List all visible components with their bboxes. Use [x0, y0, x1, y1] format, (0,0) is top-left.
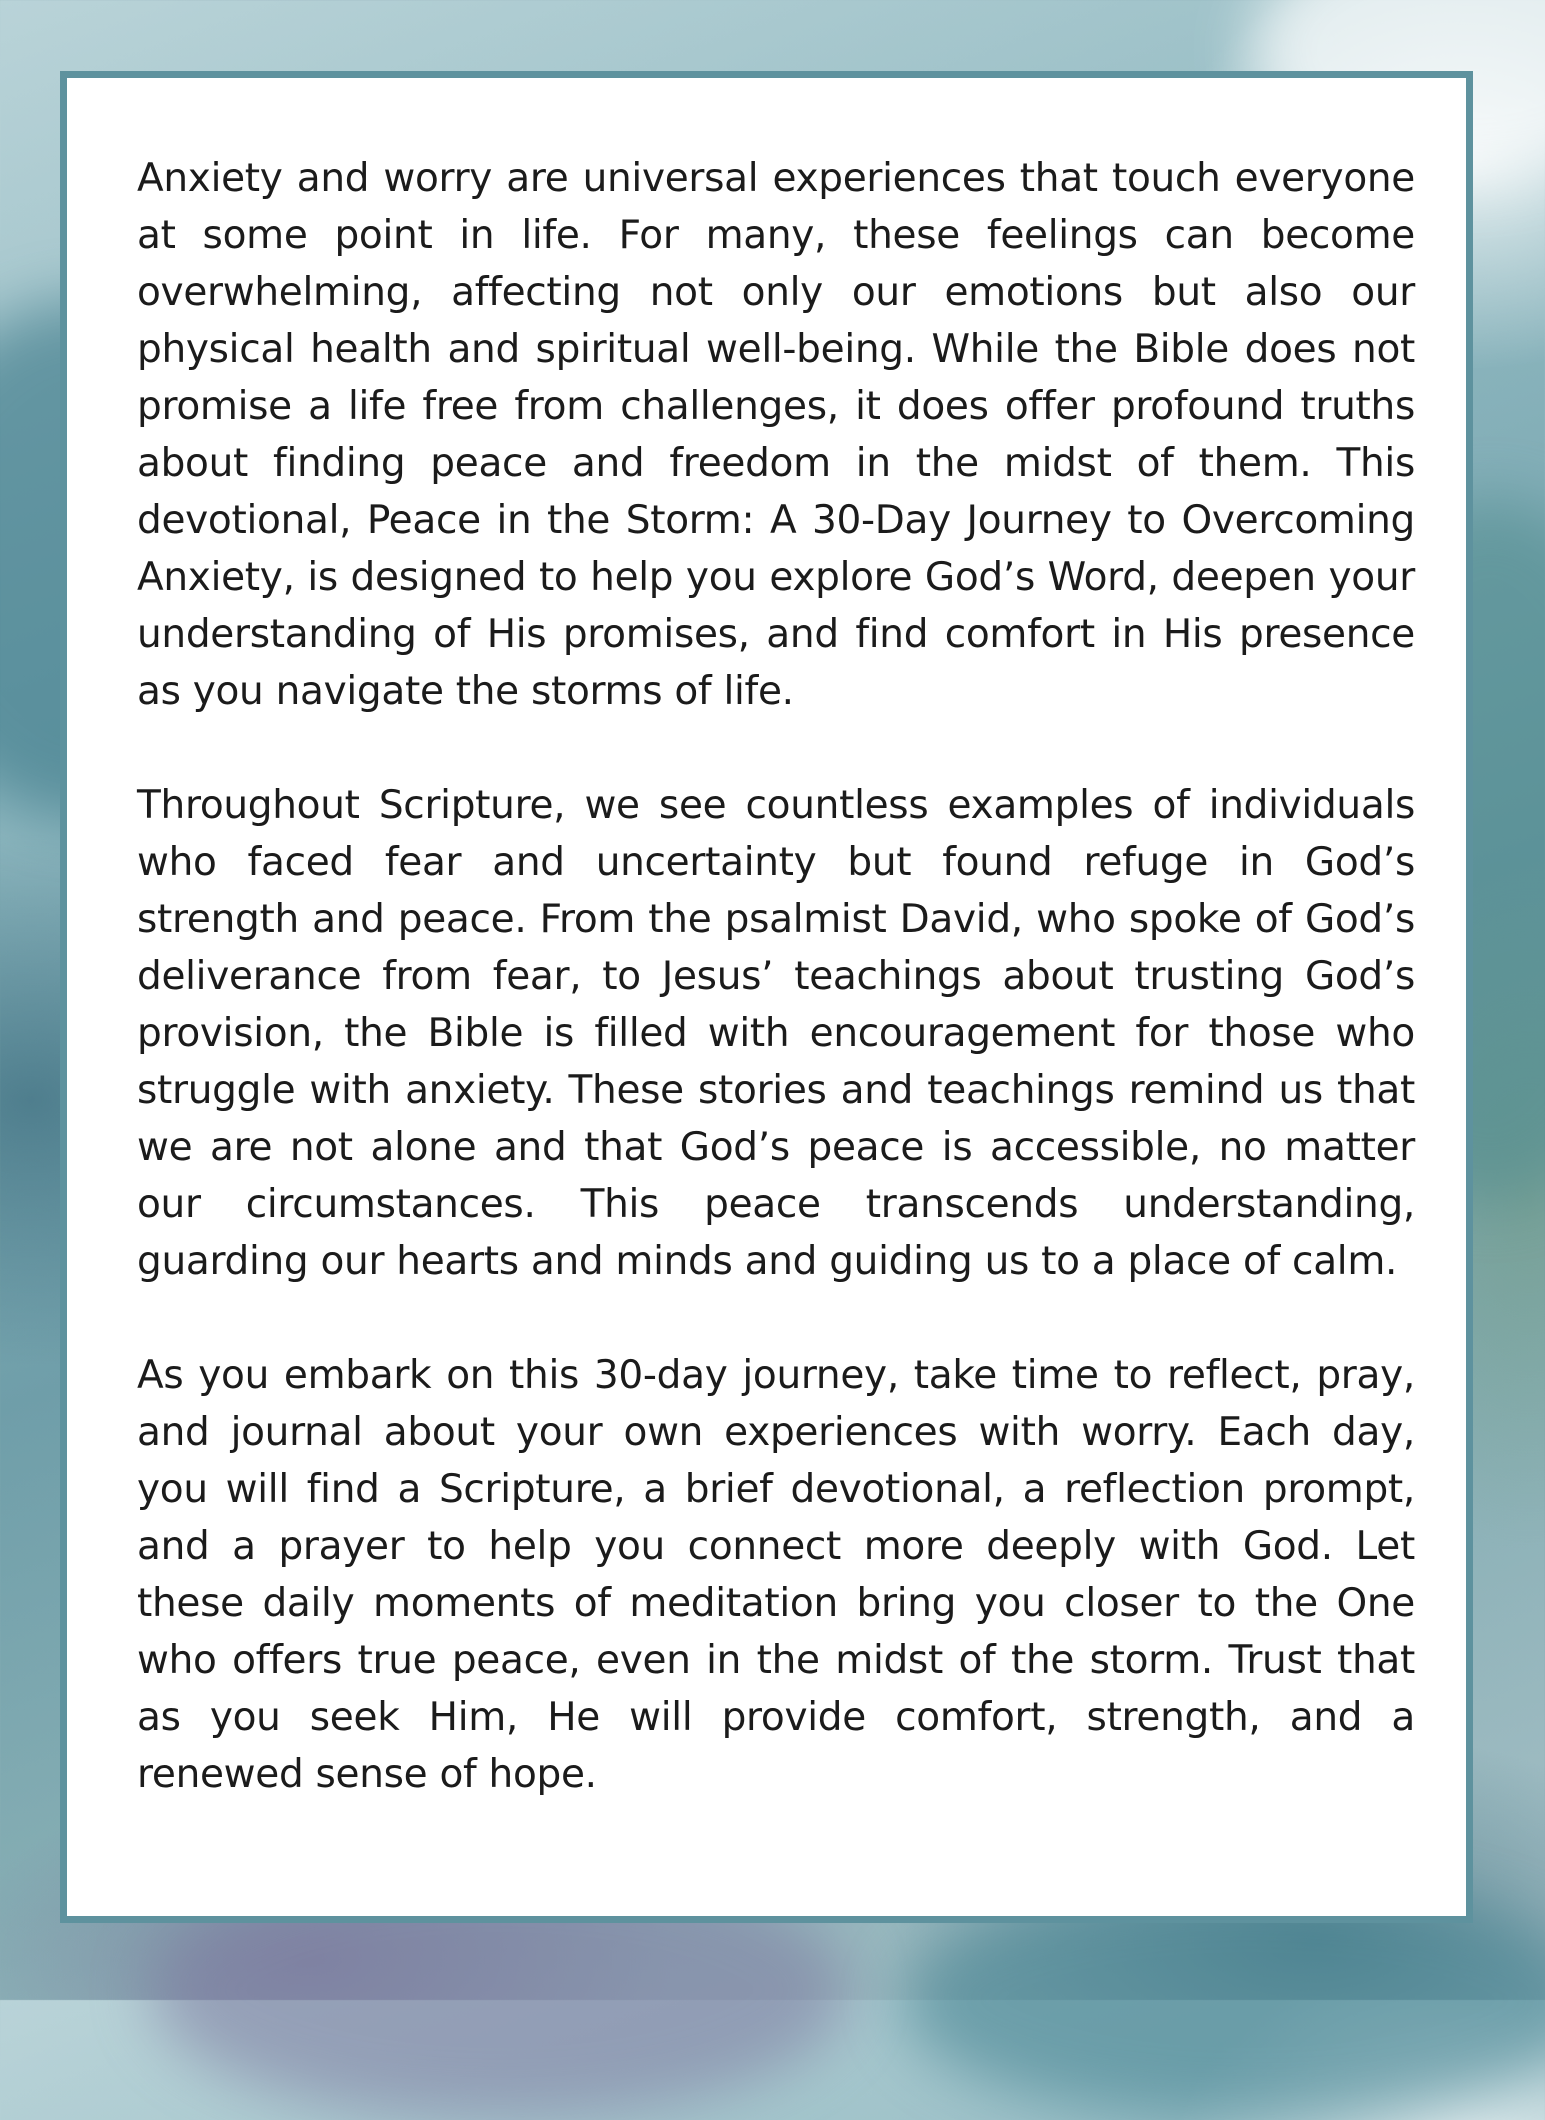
paragraph-3: As you embark on this 30-day journey, take time to reflect, pray, and journal about your own experiences with worry. Each day, you will find a Scripture, a brief devotional, a reflection prompt, and a prayer to help you connect more deeply with God. Let these daily moments of meditation bring you closer to the One who offers true peace, even in the midst of the storm. Trust that as you seek Him, He will provide comfort, strength, and a renewed sense of hope.: [137, 1353, 1415, 1797]
body-text: [137, 150, 1415, 1803]
paragraph-1: Anxiety and worry are universal experiences that touch everyone at some point in life. For many, these feelings can become overwhelming, affecting not only our emotions but also our physical health and spiritual well-being. While the Bible does not promise a life free from challenges, it does offer profound truths about finding peace and freedom in the midst of them. This devotional, Peace in the Storm: A 30-Day Journey to Overcoming Anxiety, is designed to help you explore God’s Word, deepen your understanding of His promises, and find comfort in His presence as you navigate the storms of life.: [137, 156, 1415, 714]
paragraph-2: Throughout Scripture, we see countless examples of individuals who faced fear and uncertainty but found refuge in God’s strength and peace. From the psalmist David, who spoke of God’s deliverance from fear, to Jesus’ teachings about trusting God’s provision, the Bible is filled with encouragement for those who struggle with anxiety. These stories and teachings remind us that we are not alone and that God’s peace is accessible, no matter our circumstances. This peace transcends understanding, guarding our hearts and minds and guiding us to a place of calm.: [137, 783, 1415, 1284]
text-card: [60, 71, 1473, 1923]
